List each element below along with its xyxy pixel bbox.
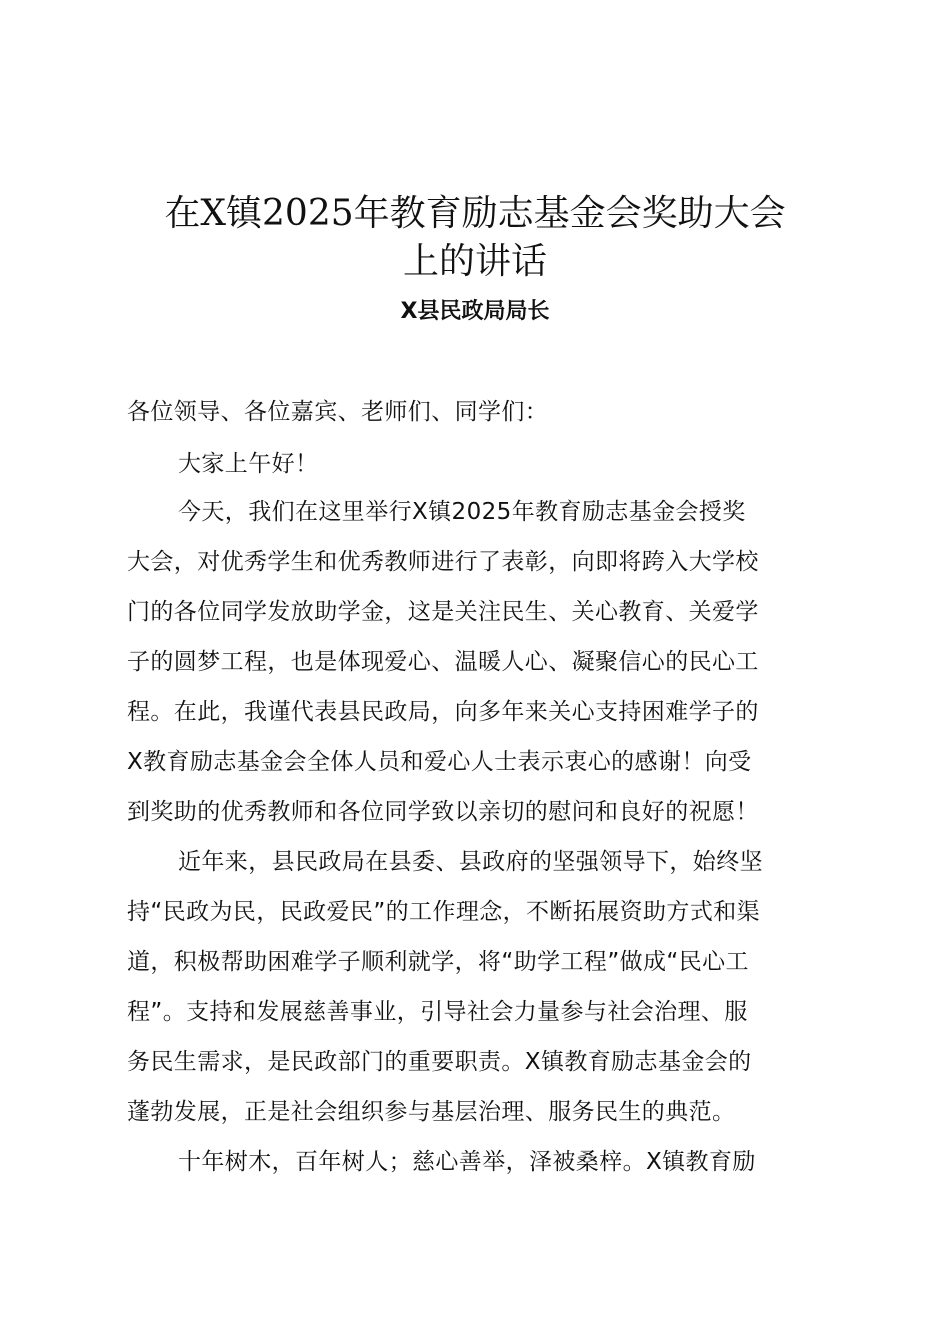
speaker-line: X县民政局局长 [400,299,550,324]
body-line: 到奖助的优秀教师和各位同学致以亲切的慰问和良好的祝愿！ [127,799,759,825]
body-line: 今天，我们在这里举行X镇2025年教育励志基金会授奖 [178,499,746,525]
body-line: 持“民政为民，民政爱民”的工作理念，不断拓展资助方式和渠 [127,899,761,925]
greeting: 大家上午好！ [178,451,319,477]
body-line: 十年树木，百年树人；慈心善举，泽被桑梓。X镇教育励 [178,1149,756,1175]
body-line: 蓬勃发展，正是社会组织参与基层治理、服务民生的典范。 [127,1099,736,1125]
body-line: 门的各位同学发放助学金，这是关注民生、关心教育、关爱学 [127,599,759,625]
body-line: 子的圆梦工程，也是体现爱心、温暖人心、凝聚信心的民心工 [127,649,759,675]
body-line: 大会，对优秀学生和优秀教师进行了表彰，向即将跨入大学校 [127,549,759,575]
body-line: 务民生需求，是民政部门的重要职责。X镇教育励志基金会的 [127,1049,752,1075]
body-line: 程”。支持和发展慈善事业，引导社会力量参与社会治理、服 [127,999,748,1025]
body-line: 近年来，县民政局在县委、县政府的坚强领导下，始终坚 [178,849,763,875]
title-line-1: 在X镇2025年教育励志基金会奖助大会 [164,193,786,234]
body-line: 程。在此，我谨代表县民政局，向多年来关心支持困难学子的 [127,699,759,725]
body-line: X教育励志基金会全体人员和爱心人士表示衷心的感谢！向受 [127,749,752,775]
title-line-2: 上的讲话 [402,241,547,282]
salutation: 各位领导、各位嘉宾、老师们、同学们： [127,399,549,425]
body-line: 道，积极帮助困难学子顺利就学，将“助学工程”做成“民心工 [127,949,749,975]
